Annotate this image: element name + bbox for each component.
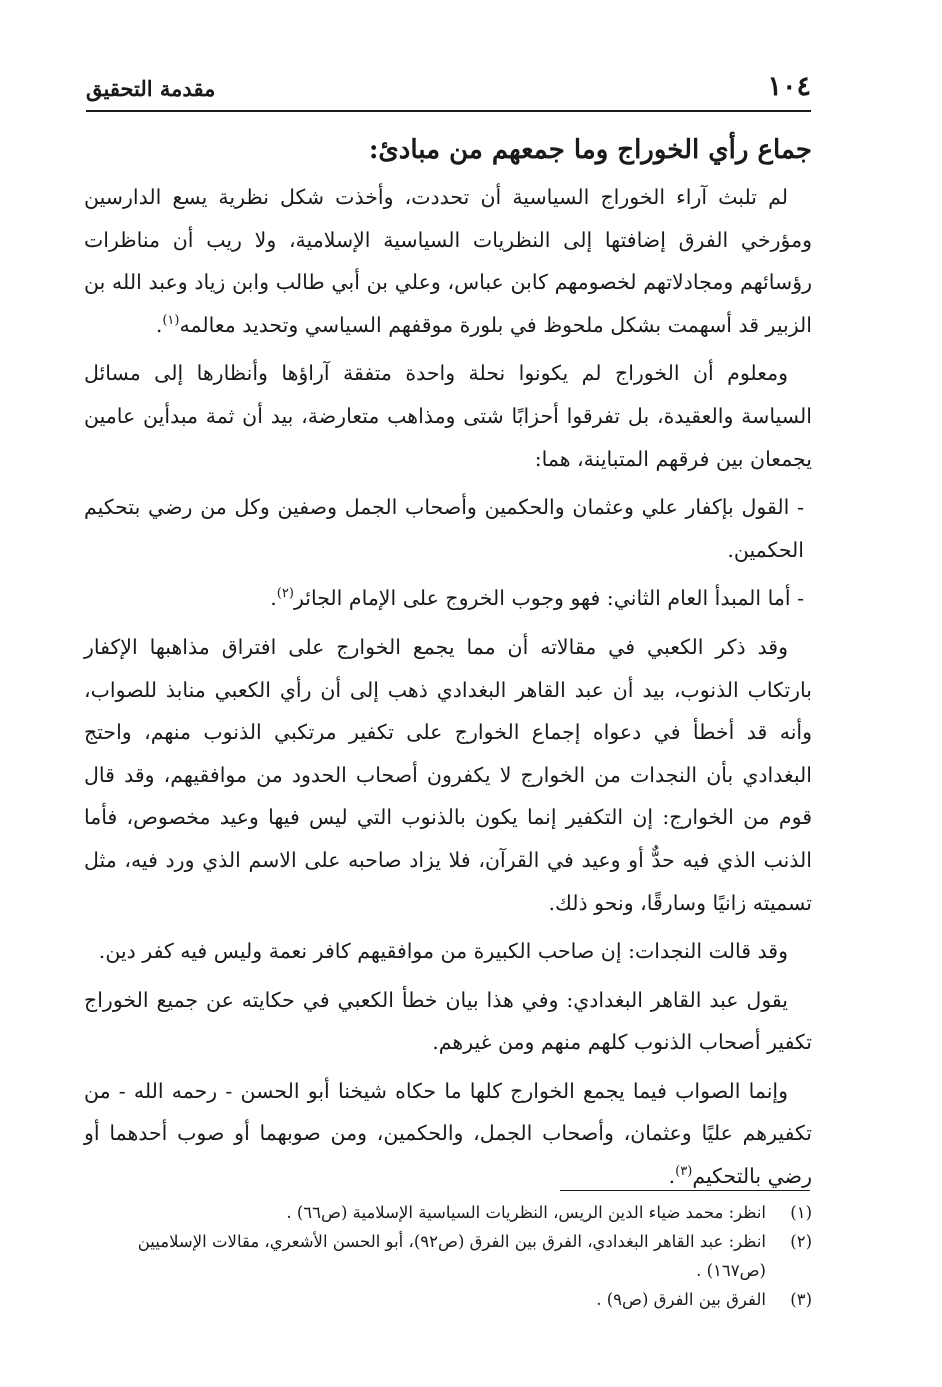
- footnote-number: (٣): [790, 1290, 812, 1309]
- footnote-number: (٢): [790, 1232, 812, 1251]
- paragraph-text: ومعلوم أن الخوراج لم يكونوا نحلة واحدة متفقة آراؤها وأنظارها إلى مسائل السياسة والعقيدة، بل تفرقوا أحزابًا شتى ومذاهب متعارضة، بيد أن ثمة مبدأين عامين يجمعان بين فرقهم المتباينة، هما:: [84, 361, 812, 471]
- footnote-text: الفرق بين الفرق (ص٩) .: [596, 1290, 766, 1309]
- list-item: [84, 577, 812, 620]
- paragraph-text: وقد قالت النجدات: إن صاحب الكبيرة من موافقيهم كافر نعمة وليس فيه كفر دين.: [98, 939, 788, 964]
- paragraph-end: .: [155, 312, 163, 337]
- footnotes: [84, 1198, 812, 1314]
- paragraph: [84, 979, 812, 1064]
- paragraph: [84, 176, 812, 346]
- paragraph-text: - القول بإكفار علي وعثمان والحكمين وأصحاب الجمل وصفين وكل من رضي بتحكيم الحكمين.: [84, 495, 804, 562]
- paragraph-end: .: [668, 1164, 676, 1189]
- paragraph: [84, 626, 812, 924]
- paragraph: [84, 1070, 812, 1198]
- paragraph-text: وقد ذكر الكعبي في مقالاته أن مما يجمع الخوارج على افتراق مذاهبها الإكفار بارتكاب الذنوب، بيد أن عبد القاهر البغدادي ذهب إلى أن رأي الكعبي منابذ للصواب، وأنه قد أخطأ في دعواه إجماع الخوارج على تكفير مرتكبي الذنوب منهم، واحتج البغدادي بأن النجدات من الخوارج لا يكفرون أصحاب الحدود من موافقيهم، وقد قال قوم من الخوارج: إن التكفير إنما يكون بالذنوب التي ليس فيها وعيد مخصوص، فأما الذنب الذي فيه حدٌّ أو وعيد في القرآن، فلا يزاد صاحبه على الاسم الذي ورد فيه، مثل تسميته زانيًا وسارقًا، ونحو ذلك.: [84, 634, 812, 915]
- footnote-divider: [560, 1190, 810, 1191]
- footnote-text: انظر: محمد ضياء الدين الريس، النظريات السياسية الإسلامية (ص٦٦) .: [286, 1203, 766, 1222]
- list-item: [84, 486, 812, 571]
- footnote-marker: (٢): [276, 586, 294, 602]
- footnote: [84, 1227, 812, 1285]
- page-header: [86, 70, 811, 112]
- running-title: مقدمة التحقيق: [86, 76, 216, 101]
- paragraph-text: وإنما الصواب فيما يجمع الخوارج كلها ما حكاه شيخنا أبو الحسن - رحمه الله - من تكفيرهم عليًا وعثمان، وأصحاب الجمل، والحكمين، ومن صوبهما أو صوب أحدهما أو رضي بالتحكيم: [84, 1078, 812, 1189]
- footnote-number: (١): [790, 1203, 812, 1222]
- paragraph-text: لم تلبث آراء الخوراج السياسية أن تحددت، وأخذت شكل نظرية يسع الدارسين ومؤرخي الفرق إضافتها إلى النظريات السياسية الإسلامية، ولا ريب أن مناظرات رؤسائهم ومجادلاتهم لخصومهم كابن عباس، وعلي بن أبي طالب وابن زياد وعبد الله بن الزبير قد أسهمت بشكل ملحوظ في بلورة موقفهم السياسي وتحديد معالمه: [84, 185, 812, 337]
- footnote-marker: (٣): [675, 1164, 693, 1180]
- paragraph-end: .: [270, 586, 277, 611]
- paragraph: [84, 930, 812, 973]
- footnote: [84, 1198, 812, 1227]
- paragraph-text: - أما المبدأ العام الثاني: فهو وجوب الخروج على الإمام الجائر: [293, 586, 804, 611]
- section-title: جماع رأي الخوراج وما جمعهم من مبادئ:: [368, 135, 812, 165]
- page-number: ١٠٤: [767, 71, 811, 102]
- footnote-marker: (١): [162, 312, 180, 328]
- footnote: [84, 1285, 812, 1314]
- footnote-text: انظر: عبد القاهر البغدادي، الفرق بين الفرق (ص٩٢)، أبو الحسن الأشعري، مقالات الإسلاميين (ص١٦٧) .: [137, 1232, 766, 1280]
- main-text: [84, 128, 812, 1204]
- paragraph-text: يقول عبد القاهر البغدادي: وفي هذا بيان خطأ الكعبي في حكايته عن جميع الخوراج تكفير أصحاب الذنوب كلهم منهم ومن غيرهم.: [84, 987, 812, 1055]
- paragraph: [84, 352, 812, 480]
